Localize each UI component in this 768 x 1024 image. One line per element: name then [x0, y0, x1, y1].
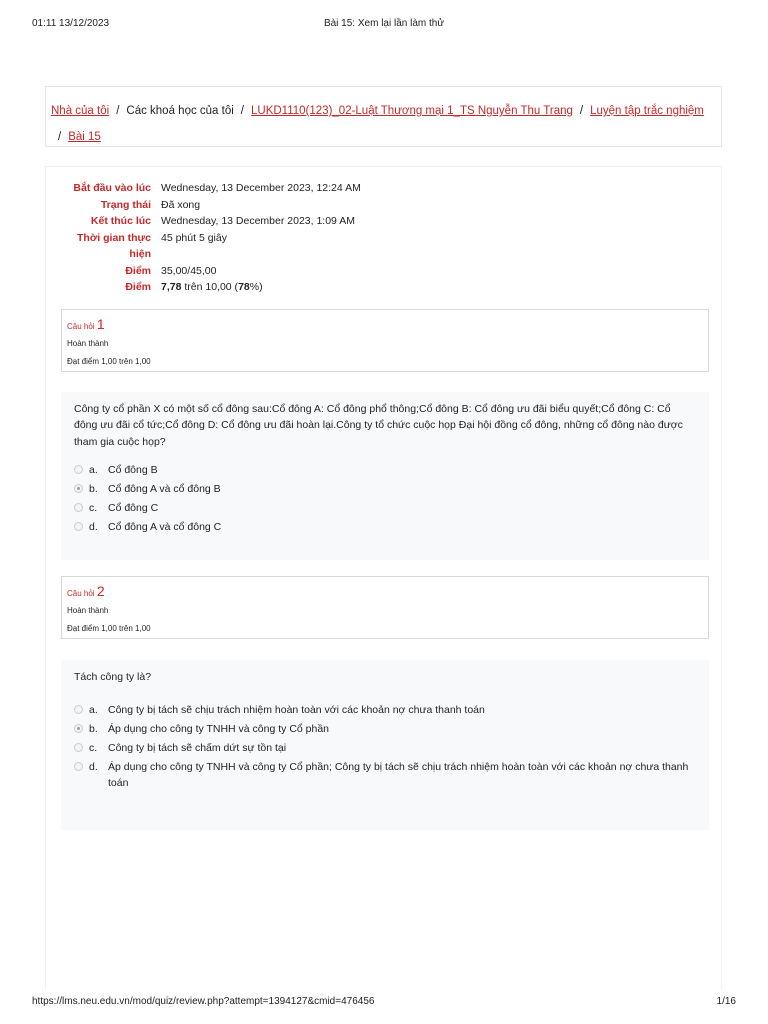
answer-option[interactable] — [74, 721, 689, 737]
answer-list — [74, 702, 689, 791]
summary-label: Điểm — [125, 281, 151, 293]
breadcrumb-separator: / — [116, 105, 120, 117]
answer-option[interactable] — [74, 740, 689, 756]
radio-button[interactable] — [74, 762, 83, 771]
breadcrumb-separator: / — [58, 131, 62, 143]
print-url: https://lms.neu.edu.vn/mod/quiz/review.php?attempt=1394127&cmid=476456 — [32, 996, 375, 1007]
radio-button[interactable] — [74, 522, 83, 531]
grade-end: %) — [249, 281, 263, 293]
question-text: Công ty cổ phần X có một số cổ đông sau:Cổ đông A: Cổ đông phổ thông;Cổ đông B: Cổ đông ưu đãi biểu quyết;Cổ đông C: Cổ đông ưu đãi cổ tức;Cổ đông D: Cổ đông ưu đãi hoàn lại.Công ty tổ chức cuộc họp Đại hội đồng cổ đông, những cổ đông nào được tham gia cuộc họp? — [74, 403, 683, 448]
question-number-value: 1 — [96, 316, 105, 332]
summary-row-grade — [65, 279, 710, 296]
question-number-value: 2 — [96, 583, 105, 599]
summary-value — [161, 279, 263, 296]
print-page-title: Bài 15: Xem lại lần làm thử — [323, 18, 445, 29]
summary-label — [65, 230, 161, 263]
time-label-line2: hiện — [129, 248, 151, 260]
attempt-summary-table — [65, 180, 710, 296]
answer-text: Cổ đông A và cổ đông C — [108, 520, 222, 533]
answer-text: Áp dụng cho công ty TNHH và công ty Cổ phần — [108, 723, 330, 736]
radio-button[interactable] — [74, 465, 83, 474]
question-grade: Đạt điểm 1,00 trên 1,00 — [67, 357, 151, 366]
answer-option[interactable] — [74, 481, 689, 497]
breadcrumb-separator: / — [579, 105, 584, 117]
radio-button[interactable] — [74, 705, 83, 714]
answer-text: Cổ đông A và cổ đông B — [108, 482, 221, 495]
answer-text: Cổ đông B — [108, 463, 158, 476]
breadcrumb-home-link[interactable]: Nhà của tôi — [51, 105, 110, 117]
summary-value: Đã xong — [161, 198, 201, 211]
print-header — [32, 18, 736, 32]
summary-label: Trạng thái — [100, 198, 151, 211]
answer-letter: b. — [89, 482, 98, 495]
summary-row-state — [65, 197, 710, 214]
question-number — [67, 316, 708, 332]
question-info-2 — [61, 576, 709, 639]
breadcrumb-course-link[interactable]: LUKD1110(123)_02-Luật Thương mại 1_TS Nguyễn Thu Trang — [251, 105, 573, 117]
summary-value: 35,00/45,00 — [161, 264, 217, 277]
answer-text: Công ty bị tách sẽ chấm dứt sự tồn tại — [108, 742, 287, 755]
question-state: Hoàn thành — [67, 339, 109, 348]
question-state: Hoàn thành — [67, 606, 109, 615]
summary-label: Điểm — [125, 264, 151, 277]
grade-mid: trên 10,00 ( — [181, 281, 239, 293]
breadcrumb-my-courses: Các khoá học của tôi — [126, 105, 234, 117]
summary-value: Wednesday, 13 December 2023, 1:09 AM — [161, 215, 355, 227]
answer-option[interactable] — [74, 759, 689, 791]
answer-text: Cổ đông C — [108, 501, 159, 514]
answer-option[interactable] — [74, 500, 689, 516]
answer-letter: a. — [89, 704, 98, 717]
print-datetime: 01:11 13/12/2023 — [32, 18, 110, 29]
question-grade: Đạt điểm 1,00 trên 1,00 — [67, 624, 151, 633]
answer-letter: b. — [89, 723, 98, 736]
answer-option[interactable] — [74, 462, 689, 478]
question-body-1 — [61, 392, 709, 560]
question-text: Tách công ty là? — [74, 671, 152, 683]
radio-button-selected[interactable] — [74, 484, 83, 493]
radio-button-selected[interactable] — [74, 724, 83, 733]
summary-row-completed — [65, 213, 710, 230]
answer-text: Công ty bị tách sẽ chịu trách nhiệm hoàn toàn với các khoản nợ chưa thanh toán — [108, 704, 485, 717]
answer-list — [74, 462, 689, 535]
radio-button[interactable] — [74, 503, 83, 512]
radio-button[interactable] — [74, 743, 83, 752]
summary-value: 45 phút 5 giây — [161, 231, 227, 244]
question-info-1 — [61, 309, 709, 372]
summary-label: Bắt đầu vào lúc — [73, 182, 151, 194]
question-number — [67, 583, 708, 599]
breadcrumb-quiz-link[interactable]: Bài 15 — [68, 131, 101, 143]
time-label-line1: Thời gian thực — [77, 231, 151, 244]
summary-label: Kết thúc lúc — [90, 215, 151, 227]
answer-letter: c. — [89, 742, 98, 755]
summary-value: Wednesday, 13 December 2023, 12:24 AM — [161, 182, 361, 194]
answer-letter: a. — [89, 463, 98, 476]
summary-row-time-taken — [65, 230, 710, 263]
summary-row-started — [65, 180, 710, 197]
summary-row-marks — [65, 263, 710, 280]
answer-option[interactable] — [74, 519, 689, 535]
answer-text: Áp dụng cho công ty TNHH và công ty Cổ phần; Công ty bị tách sẽ chịu trách nhiệm hoàn toàn với các khoản nợ chưa thanh toán — [108, 761, 689, 790]
answer-letter: c. — [89, 501, 98, 514]
question-label: Câu hỏi — [67, 589, 95, 598]
question-body-2 — [61, 660, 709, 830]
breadcrumb-separator: / — [240, 105, 244, 117]
breadcrumb-section-link[interactable]: Luyện tập trắc nghiệm — [590, 105, 704, 117]
grade-percent: 78 — [238, 281, 250, 293]
answer-letter: d. — [89, 761, 98, 774]
grade-score: 7,78 — [161, 281, 182, 293]
answer-option[interactable] — [74, 702, 689, 718]
breadcrumb — [45, 86, 722, 147]
print-page-number: 1/16 — [716, 996, 736, 1007]
answer-letter: d. — [89, 520, 98, 533]
question-label: Câu hỏi — [67, 322, 95, 331]
